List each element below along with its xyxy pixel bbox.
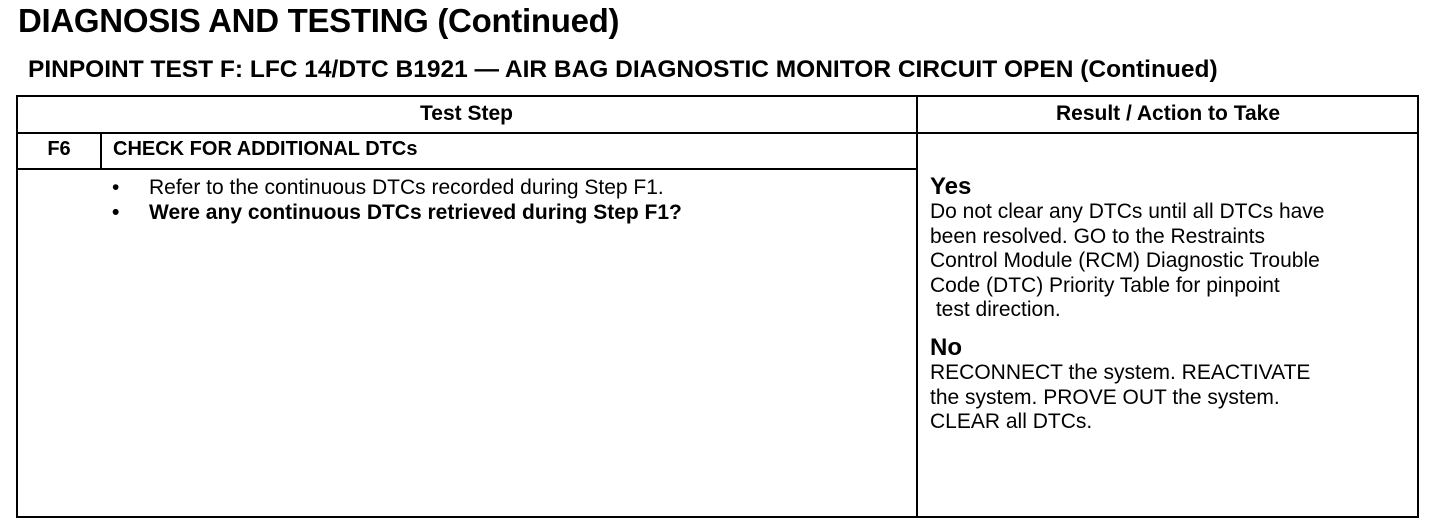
step-title: CHECK FOR ADDITIONAL DTCs <box>113 138 418 160</box>
list-item <box>112 200 682 225</box>
step-id: F6 <box>47 138 71 160</box>
step-id-divider <box>100 133 102 169</box>
result-label-yes: Yes <box>930 173 972 200</box>
result-no <box>930 335 1418 435</box>
result-text-line: the system. PROVE OUT the system. <box>930 385 1280 409</box>
list-item <box>112 175 682 200</box>
header-divider <box>16 132 1419 134</box>
result-label-no: No <box>930 334 962 361</box>
instruction-text: Refer to the continuous DTCs recorded during Step F1. <box>149 176 664 199</box>
step-row-divider <box>16 168 917 170</box>
result-yes <box>930 174 1418 323</box>
result-text-line: Control Module (RCM) Diagnostic Trouble <box>930 249 1320 272</box>
column-divider <box>916 95 918 518</box>
bullet-icon: • <box>112 176 120 199</box>
result-text-line: been resolved. GO to the Restraints <box>930 224 1266 248</box>
result-text-line: RECONNECT the system. REACTIVATE <box>930 361 1311 384</box>
header-test-step: Test Step <box>420 102 513 125</box>
page-title: DIAGNOSIS AND TESTING (Continued) <box>18 2 620 39</box>
bullet-icon: • <box>112 201 120 224</box>
step-instructions <box>112 175 682 225</box>
result-text-line: Do not clear any DTCs until all DTCs have <box>930 200 1325 223</box>
instruction-question: Were any continuous DTCs retrieved during Step F1? <box>149 201 682 224</box>
result-text-line: test direction. <box>930 298 1061 321</box>
header-result-action: Result / Action to Take <box>1055 102 1281 125</box>
result-text-line: CLEAR all DTCs. <box>930 410 1093 433</box>
pinpoint-test-title: PINPOINT TEST F: LFC 14/DTC B1921 — AIR BAG DIAGNOSTIC MONITOR CIRCUIT OPEN (Continued) <box>28 56 1218 83</box>
result-text-line: Code (DTC) Priority Table for pinpoint <box>930 273 1280 297</box>
